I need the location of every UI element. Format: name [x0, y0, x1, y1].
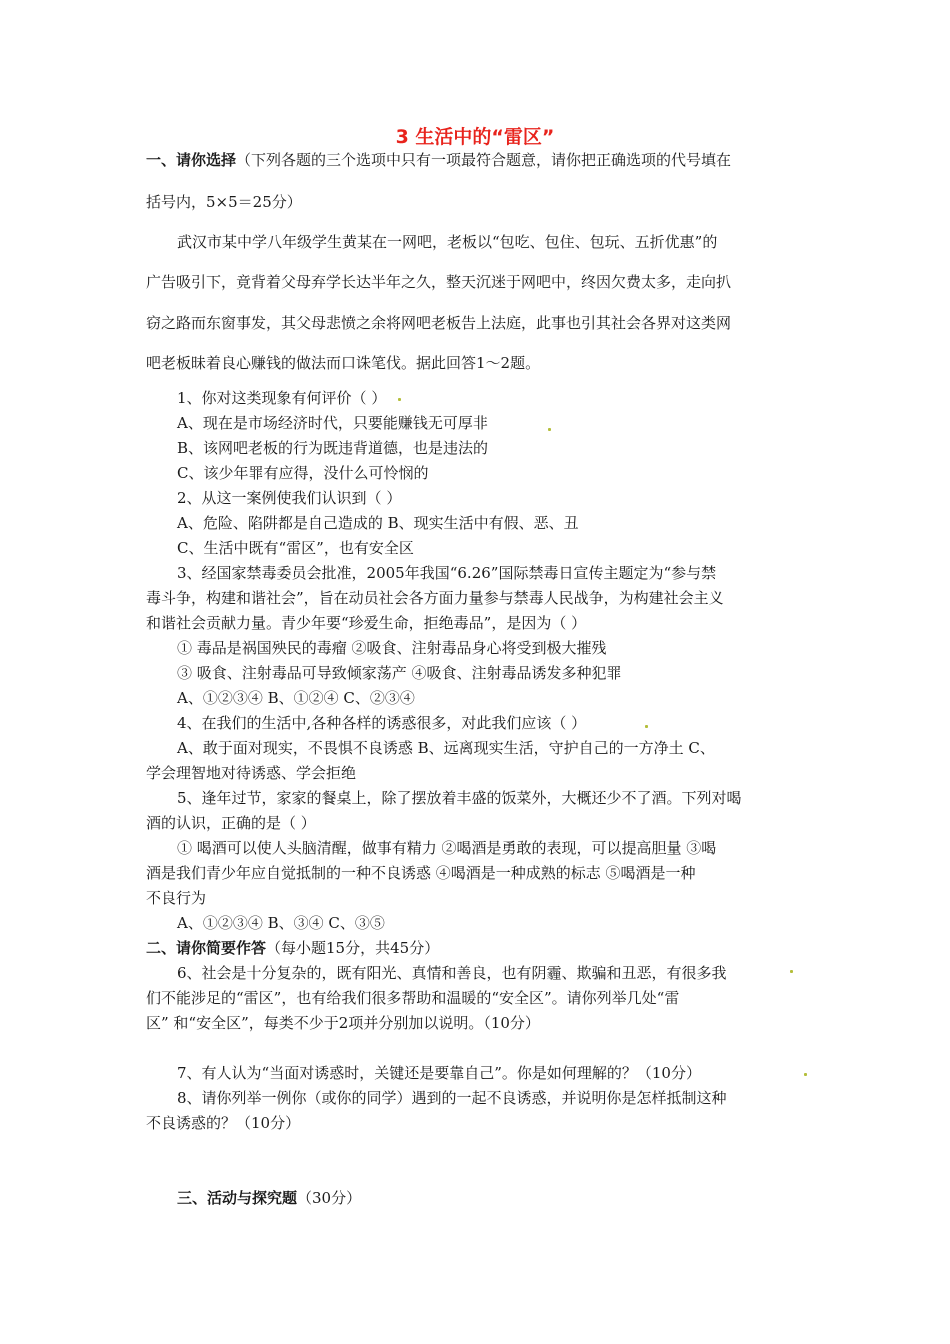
question-1-option-a: A、现在是市场经济时代，只要能赚钱无可厚非	[177, 414, 488, 432]
section-1-heading: 一、请你选择	[146, 151, 237, 169]
question-4-options: 学会理智地对待诱惑、学会拒绝	[146, 764, 357, 782]
speck-mark	[548, 428, 551, 431]
question-5-statements: 不良行为	[146, 889, 207, 907]
question-1-stem: 1、你对这类现象有何评价（ ）	[177, 389, 387, 407]
question-3-statements: ③ 吸食、注射毒品可导致倾家荡产 ④吸食、注射毒品诱发多种犯罪	[177, 664, 622, 682]
speck-mark	[804, 1073, 807, 1076]
question-3-options: A、①②③④ B、①②④ C、②③④	[177, 689, 415, 707]
question-7-line: 7、有人认为“当面对诱惑时，关键还是要靠自己”。你是如何理解的？（10分）	[177, 1064, 701, 1082]
speck-mark	[398, 398, 401, 401]
question-2-options-ab: A、危险、陷阱都是自己造成的 B、现实生活中有假、恶、丑	[177, 514, 579, 532]
question-6-line: 们不能涉足的“雷区”，也有给我们很多帮助和温暖的“安全区”。请你列举几处“雷	[146, 989, 680, 1007]
question-4-options: A、敢于面对现实，不畏惧不良诱惑 B、远离现实生活，守护自己的一方净土 C、	[177, 739, 715, 757]
question-2-stem: 2、从这一案例使我们认识到（ ）	[177, 489, 402, 507]
question-3-line: 和谐社会贡献力量。青少年要“珍爱生命，拒绝毒品”，是因为（ ）	[146, 614, 587, 632]
section-2-header	[146, 938, 439, 958]
question-1-option-c: C、该少年罪有应得，没什么可怜悯的	[177, 464, 429, 482]
question-8-line: 8、请你列举一例你（或你的同学）遇到的一起不良诱惑，并说明你是怎样抵制这种	[177, 1089, 727, 1107]
question-6-line: 6、社会是十分复杂的，既有阳光、真情和善良，也有阴霾、欺骗和丑恶，有很多我	[177, 964, 727, 982]
question-5-line: 5、逢年过节，家家的餐桌上，除了摆放着丰盛的饭菜外，大概还少不了酒。下列对喝	[177, 789, 742, 807]
section-1-header	[146, 150, 731, 170]
question-8-line: 不良诱惑的？（10分）	[146, 1114, 301, 1132]
section-3-header	[177, 1188, 361, 1208]
question-3-line: 毒斗争，构建和谐社会”，旨在动员社会各方面力量参与禁毒人民战争，为构建社会主义	[146, 589, 724, 607]
section-1-note: （下列各题的三个选项中只有一项最符合题意，请你把正确选项的代号填在	[236, 151, 732, 169]
passage-line: 窃之路而东窗事发，其父母悲愤之余将网吧老板告上法庭，此事也引其社会各界对这类网	[146, 314, 732, 332]
question-5-options: A、①②③④ B、③④ C、③⑤	[177, 914, 385, 932]
section-2-heading: 二、请你简要作答	[146, 939, 267, 957]
section-1-note-cont: 括号内，5×5＝25分）	[146, 193, 302, 211]
speck-mark	[645, 725, 648, 728]
passage-line: 广告吸引下，竟背着父母弃学长达半年之久，整天沉迷于网吧中，终因欠费太多，走向扒	[146, 273, 732, 291]
question-1-option-b: B、该网吧老板的行为既违背道德，也是违法的	[177, 439, 489, 457]
question-5-line: 酒的认识，正确的是（ ）	[146, 814, 316, 832]
question-5-statements: ① 喝酒可以使人头脑清醒，做事有精力 ②喝酒是勇敢的表现，可以提高胆量 ③喝	[177, 839, 717, 857]
section-2-note: （每小题15分，共45分）	[266, 939, 440, 957]
question-6-line: 区” 和“安全区”，每类不少于2项并分别加以说明。（10分）	[146, 1014, 540, 1032]
question-3-statements: ① 毒品是祸国殃民的毒瘤 ②吸食、注射毒品身心将受到极大摧残	[177, 639, 607, 657]
question-3-line: 3、经国家禁毒委员会批准，2005年我国“6.26”国际禁毒日宣传主题定为“参与禁	[177, 564, 717, 582]
question-5-statements: 酒是我们青少年应自觉抵制的一种不良诱惑 ④喝酒是一种成熟的标志 ⑤喝酒是一种	[146, 864, 696, 882]
passage-line: 吧老板昧着良心赚钱的做法而口诛笔伐。据此回答1～2题。	[146, 354, 541, 372]
section-3-heading: 三、活动与探究题	[177, 1189, 298, 1207]
speck-mark	[790, 970, 793, 973]
page-title: 3 生活中的“雷区”	[395, 126, 555, 148]
section-3-note: （30分）	[297, 1189, 362, 1207]
question-4-stem: 4、在我们的生活中,各种各样的诱惑很多，对此我们应该（ ）	[177, 714, 587, 732]
question-2-option-c: C、生活中既有“雷区”，也有安全区	[177, 539, 414, 557]
passage-line: 武汉市某中学八年级学生黄某在一网吧，老板以“包吃、包住、包玩、五折优惠”的	[177, 233, 718, 251]
